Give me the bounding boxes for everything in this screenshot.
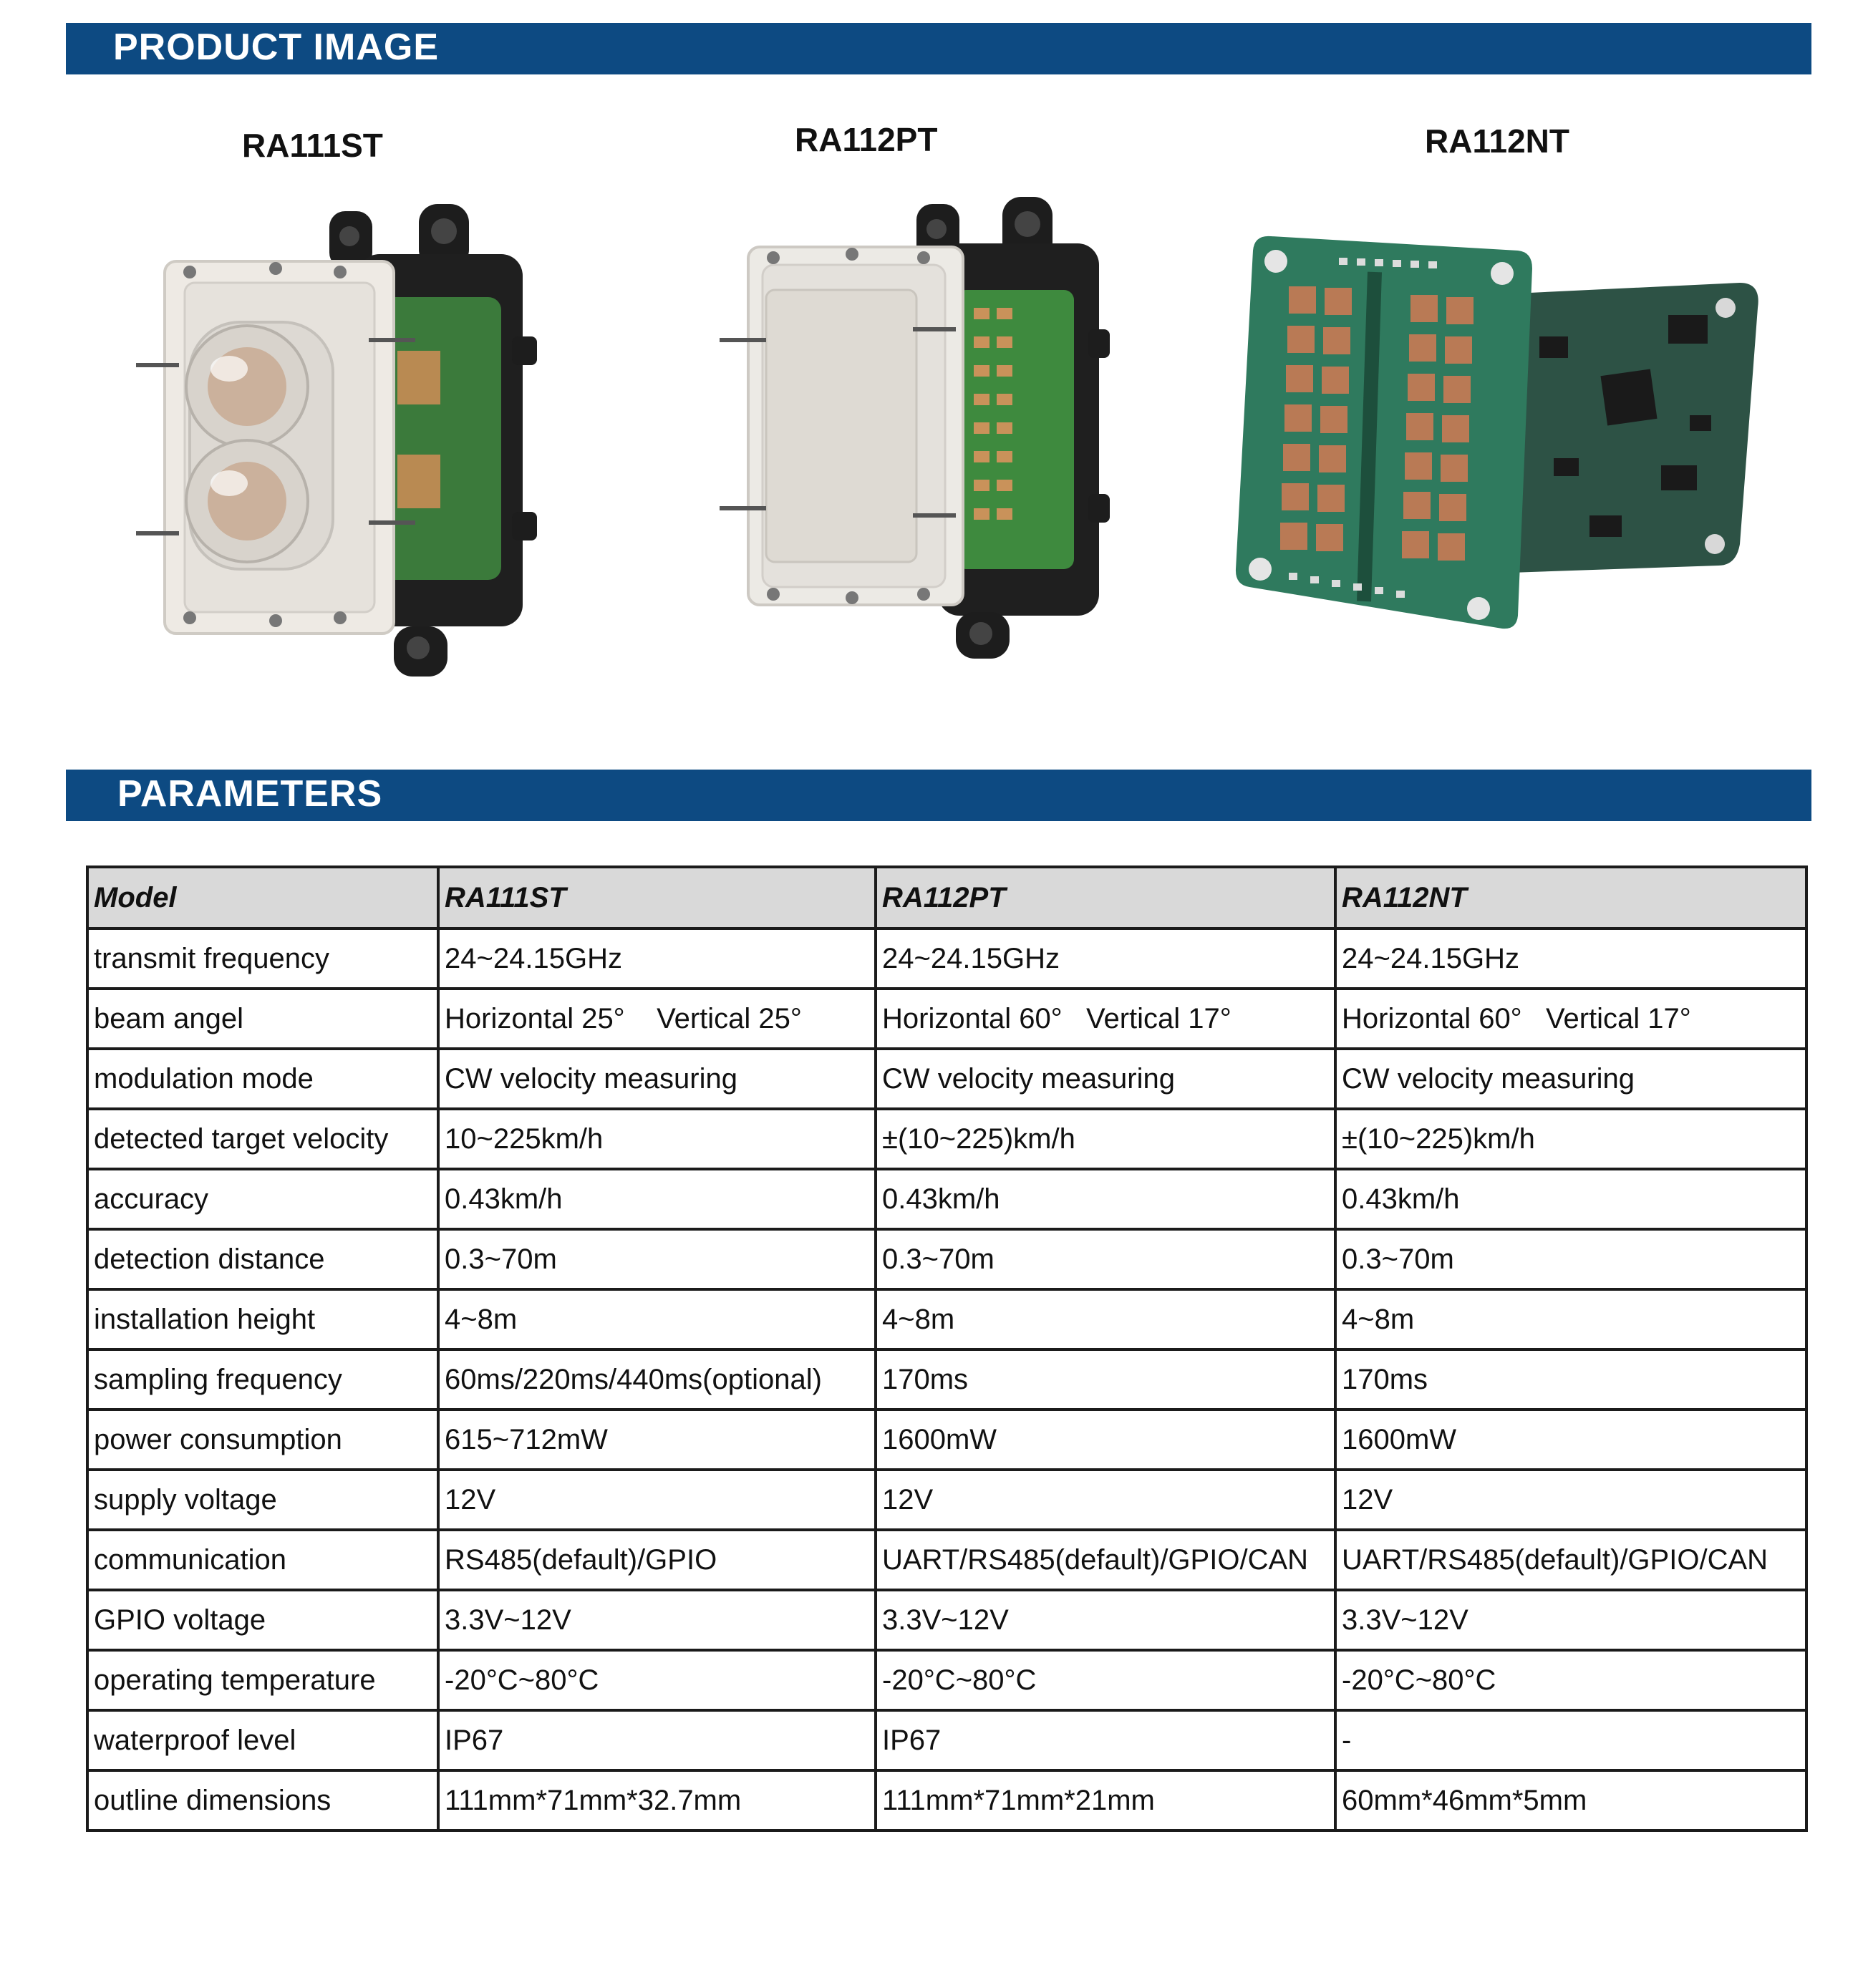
parameter-value: 3.3V~12V xyxy=(438,1590,876,1650)
parameter-label: transmit frequency xyxy=(87,928,438,989)
parameter-value: 1600mW xyxy=(876,1410,1335,1470)
parameter-value: 4~8m xyxy=(876,1289,1335,1349)
parameter-value: IP67 xyxy=(438,1710,876,1770)
parameter-value: -20°C~80°C xyxy=(1335,1650,1806,1710)
product-image-ra112pt xyxy=(709,190,1110,662)
parameter-value: 10~225km/h xyxy=(438,1109,876,1169)
product-title-ra111st: RA111ST xyxy=(242,127,383,164)
table-row xyxy=(87,1229,1806,1289)
table-row xyxy=(87,1770,1806,1831)
parameter-value: 60ms/220ms/440ms(optional) xyxy=(438,1349,876,1410)
parameter-label: power consumption xyxy=(87,1410,438,1470)
table-row xyxy=(87,1650,1806,1710)
table-row xyxy=(87,1049,1806,1109)
parameter-label: waterproof level xyxy=(87,1710,438,1770)
parameter-value: Horizontal 60° Vertical 17° xyxy=(876,989,1335,1049)
parameter-value: 615~712mW xyxy=(438,1410,876,1470)
table-row xyxy=(87,1410,1806,1470)
parameter-value: 0.43km/h xyxy=(438,1169,876,1229)
parameter-label: detected target velocity xyxy=(87,1109,438,1169)
parameter-value: -20°C~80°C xyxy=(438,1650,876,1710)
parameter-value: - xyxy=(1335,1710,1806,1770)
parameter-value: 24~24.15GHz xyxy=(1335,928,1806,989)
header-cell: Model xyxy=(87,867,438,928)
section-banner-parameters xyxy=(66,770,1811,821)
parameter-value: IP67 xyxy=(876,1710,1335,1770)
parameter-value: 4~8m xyxy=(1335,1289,1806,1349)
product-title-ra112pt: RA112PT xyxy=(795,121,938,158)
parameter-value: 111mm*71mm*32.7mm xyxy=(438,1770,876,1831)
table-row xyxy=(87,1530,1806,1590)
parameter-label: GPIO voltage xyxy=(87,1590,438,1650)
header-cell: RA112PT xyxy=(876,867,1335,928)
parameter-value: ±(10~225)km/h xyxy=(876,1109,1335,1169)
parameter-label: supply voltage xyxy=(87,1470,438,1530)
section-banner-product-image xyxy=(66,23,1811,74)
parameter-label: outline dimensions xyxy=(87,1770,438,1831)
parameter-value: 12V xyxy=(1335,1470,1806,1530)
parameter-value: -20°C~80°C xyxy=(876,1650,1335,1710)
parameter-value: 24~24.15GHz xyxy=(438,928,876,989)
product-title-ra112nt: RA112NT xyxy=(1425,122,1569,160)
parameter-value: 0.43km/h xyxy=(1335,1169,1806,1229)
table-row xyxy=(87,1470,1806,1530)
parameter-value: 12V xyxy=(438,1470,876,1530)
table-row xyxy=(87,989,1806,1049)
parameter-value: UART/RS485(default)/GPIO/CAN xyxy=(1335,1530,1806,1590)
section-title: PARAMETERS xyxy=(117,773,383,815)
parameter-value: Horizontal 60° Vertical 17° xyxy=(1335,989,1806,1049)
parameter-value: CW velocity measuring xyxy=(438,1049,876,1109)
header-cell: RA111ST xyxy=(438,867,876,928)
parameter-value: RS485(default)/GPIO xyxy=(438,1530,876,1590)
table-row xyxy=(87,1169,1806,1229)
parameter-value: 0.3~70m xyxy=(438,1229,876,1289)
table-row xyxy=(87,1710,1806,1770)
parameter-value: CW velocity measuring xyxy=(1335,1049,1806,1109)
parameter-label: communication xyxy=(87,1530,438,1590)
parameter-label: installation height xyxy=(87,1289,438,1349)
parameter-value: 1600mW xyxy=(1335,1410,1806,1470)
header-cell: RA112NT xyxy=(1335,867,1806,928)
table-header-row xyxy=(87,867,1806,928)
parameter-value: 4~8m xyxy=(438,1289,876,1349)
parameter-value: 12V xyxy=(876,1470,1335,1530)
parameter-value: 0.3~70m xyxy=(1335,1229,1806,1289)
table-row xyxy=(87,1109,1806,1169)
parameter-value: 60mm*46mm*5mm xyxy=(1335,1770,1806,1831)
parameter-value: 3.3V~12V xyxy=(876,1590,1335,1650)
table-row xyxy=(87,1289,1806,1349)
parameter-value: Horizontal 25° Vertical 25° xyxy=(438,989,876,1049)
product-image-ra111st xyxy=(122,197,537,684)
parameter-value: CW velocity measuring xyxy=(876,1049,1335,1109)
parameter-label: detection distance xyxy=(87,1229,438,1289)
parameter-value: 0.3~70m xyxy=(876,1229,1335,1289)
parameter-label: sampling frequency xyxy=(87,1349,438,1410)
parameter-label: accuracy xyxy=(87,1169,438,1229)
table-row xyxy=(87,1590,1806,1650)
table-row xyxy=(87,928,1806,989)
parameter-value: 3.3V~12V xyxy=(1335,1590,1806,1650)
parameter-value: 170ms xyxy=(876,1349,1335,1410)
parameter-label: modulation mode xyxy=(87,1049,438,1109)
parameters-table xyxy=(86,865,1808,1832)
parameter-label: operating temperature xyxy=(87,1650,438,1710)
parameter-value: ±(10~225)km/h xyxy=(1335,1109,1806,1169)
product-image-ra112nt xyxy=(1231,229,1761,637)
parameter-value: UART/RS485(default)/GPIO/CAN xyxy=(876,1530,1335,1590)
parameter-value: 0.43km/h xyxy=(876,1169,1335,1229)
parameter-value: 170ms xyxy=(1335,1349,1806,1410)
parameter-label: beam angel xyxy=(87,989,438,1049)
parameter-value: 111mm*71mm*21mm xyxy=(876,1770,1335,1831)
section-title: PRODUCT IMAGE xyxy=(113,26,439,68)
parameter-value: 24~24.15GHz xyxy=(876,928,1335,989)
table-row xyxy=(87,1349,1806,1410)
